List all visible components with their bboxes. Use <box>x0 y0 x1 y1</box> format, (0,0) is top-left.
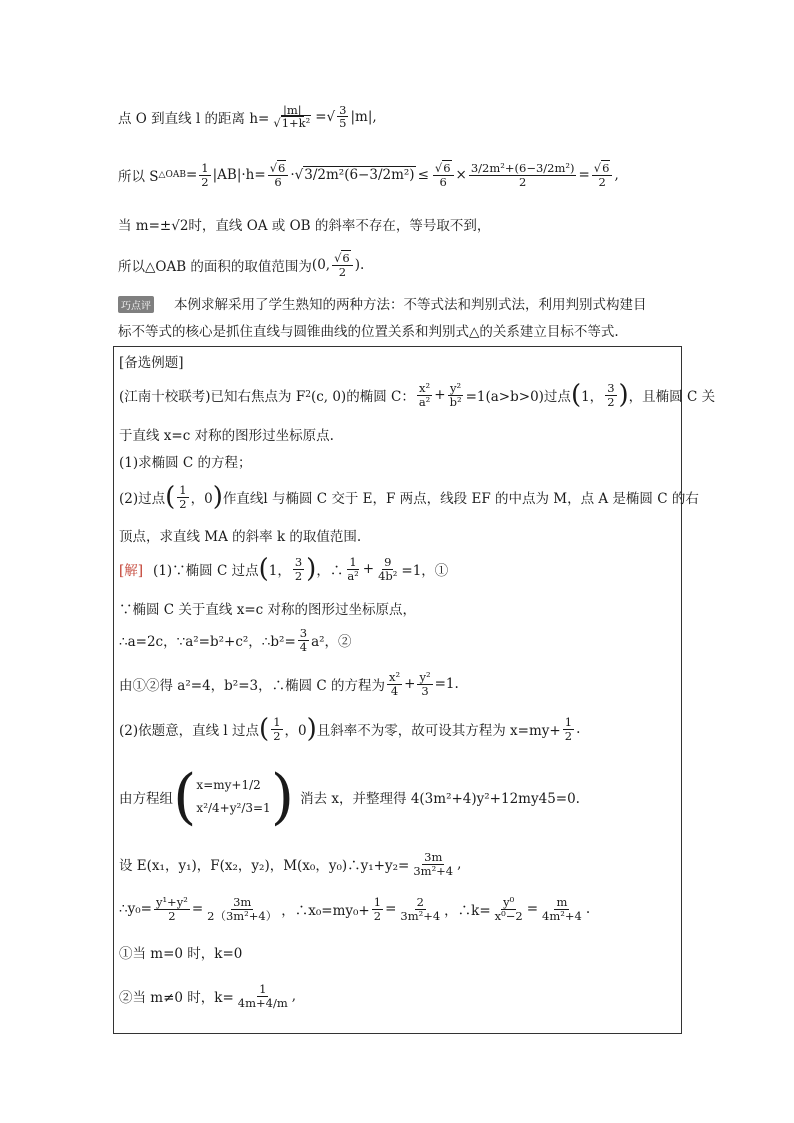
solution-1: [解] (1)∵椭圆 C 过点 ( 1， $\frac{3}{2}$ ) ，∴ $\frac{1}{\text{a²}}$ + $\frac{9}{\text{4b²}}$ =1，① <box>119 554 449 584</box>
comment-line-1: 巧点评 本例求解采用了学生熟知的两种方法：不等式法和判别式法，利用判别式构建目 <box>118 293 647 313</box>
example-p2: 于直线 x=c 对称的图形过坐标原点. <box>119 428 334 444</box>
question-2: (2)过点 ( $\frac{1}{2}$ ，0 ) 作直线l 与椭圆 C 交于 E，F 两点，线段 EF 的中点为 M，点 A 是椭圆 C 的右 <box>119 482 699 512</box>
intro-line-4: 所以△OAB 的面积的取值范围为 (0, $\frac{√6}{2}$ ). <box>118 251 365 279</box>
comment-line-2: 标不等式的核心是抓住直线与圆锥曲线的位置关系和判别式△的关系建立目标不等式. <box>118 324 619 340</box>
solution-7: 设 E(x₁，y₁)，F(x₂，y₂)，M(x₀，y₀)∴y₁+y₂= $\frac{3m}{\text{3m²+4}}$ , <box>119 850 462 878</box>
question-2-cont: 顶点，求直线 MA 的斜率 k 的取值范围. <box>119 529 362 545</box>
example-header: [备选例题] <box>119 355 184 371</box>
intro-line-1: 点 O 到直线 l 的距离 h= $\frac{|m|}{\text{√1+k²}}$ = √ $\frac{3}{5}$ |m|, <box>118 103 377 131</box>
intro-line-2: 所以 S △OAB = $\frac{1}{2}$ |AB|·h= $\frac{√6}{6}$ · √3/2m²(6−3/2m²) ≤ $\frac{√6}{6}$ × $\frac{\text{3/2m²+(6−3/2m²)}}{2}$ = $\frac{√6}{2}$ , <box>118 161 619 189</box>
distance-fraction: $\frac{|m|}{\text{√1+k²}}$ <box>273 103 311 131</box>
solution-4: 由①②得 a²=4，b²=3，∴椭圆 C 的方程为 $\frac{\text{x²}}{4}$ + $\frac{\text{y²}}{3}$ =1. <box>119 670 459 698</box>
sqrt-fraction: √ <box>326 108 336 125</box>
solution-10: ②当 m≠0 时，k= $\frac{1}{4m+4/m}$ , <box>119 982 297 1010</box>
solution-3: ∴a=2c，∵a²=b²+c²，∴b²= $\frac{3}{4}$ a²，② <box>119 626 352 654</box>
solution-2: ∵椭圆 C 关于直线 x=c 对称的图形过坐标原点， <box>119 602 416 618</box>
distance-text: 点 O 到直线 l 的距离 h= <box>118 110 270 127</box>
solution-9: ①当 m=0 时，k=0 <box>119 946 243 962</box>
intro-line-3: 当 m=±√2时，直线 OA 或 OB 的斜率不存在，等号取不到， <box>118 218 491 234</box>
solution-6: 由方程组 ( x=my+1/2 x²/4+y²/3=1 ) 消去 x，并整理得 4(3m²+4)y²+12my45=0. <box>119 762 580 832</box>
solution-5: (2)依题意，直线 l 过点 ( $\frac{1}{2}$ ，0 ) 且斜率不为零，故可设其方程为 x=my+ $\frac{1}{2}$ . <box>119 714 581 744</box>
equation-system: x=my+1/2 x²/4+y²/3=1 <box>196 778 271 815</box>
solution-8: ∴y₀= $\frac{\text{y¹+y²}}{2}$ = $\frac{3m}{\text{2（3m²+4）}}$ ，∴x₀=my₀+ $\frac{1}{2}$ = $\frac{2}{\text{3m²+4}}$ ，∴k= $\frac{\text{y⁰}}{\text{x⁰−2}}$ = $\frac{m}{\text{4m²+4}}$ . <box>119 895 591 923</box>
question-1: (1)求椭圆 C 的方程； <box>119 455 252 471</box>
solution-tag: [解] <box>119 563 144 579</box>
comment-tag: 巧点评 <box>118 296 154 313</box>
example-p1: (江南十校联考)已知右焦点为 F 2 (c, 0)的椭圆 C： $\frac{\text{x²}}{\text{a²}}$ + $\frac{\text{y²}}{\text{b²}}$ =1(a>b>0)过点 ( 1， $\frac{3}{2}$ ) ，且椭圆 C 关 <box>119 380 716 410</box>
